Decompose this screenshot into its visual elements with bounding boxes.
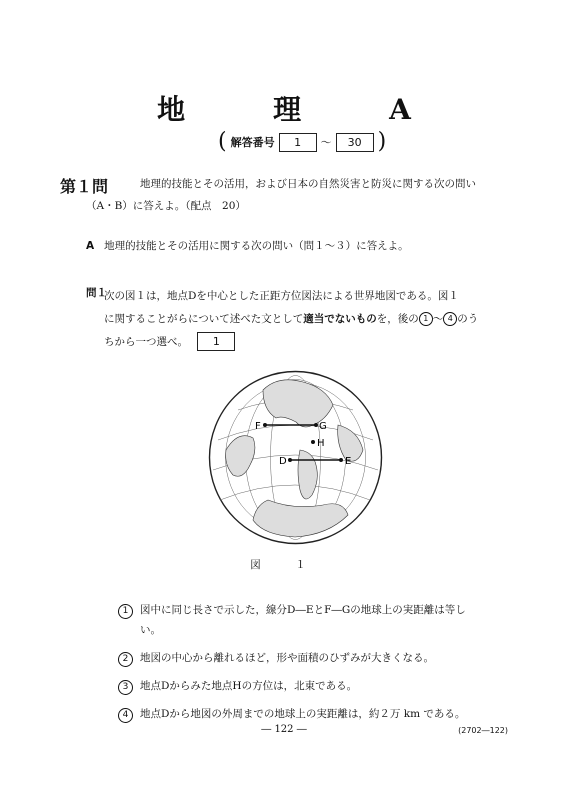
choice-1-text: 図中に同じ長さで示した，線分D―EとF―Gの地球上の実距離は等し [140,604,466,616]
choices-list [118,600,518,732]
question-number: 第１問 [60,177,109,196]
answer-range-start: 1 [279,133,317,152]
answer-range-sep: ～ [320,136,332,149]
figure-caption: 図 １ [250,559,318,571]
answer-range [218,131,386,153]
choice-3 [118,676,518,696]
page-code: (2702―122) [458,726,508,735]
line3-text: ちから一つ選べ。 [104,336,188,348]
line2-post: を，後の [376,313,419,325]
choice-2 [118,648,518,668]
circled-4: 4 [443,312,457,326]
choice-4-number: 4 [118,708,133,723]
answer-range-label: 解答番号 [230,136,275,149]
page-number: ― 122 ― [261,724,307,735]
question-intro-line1: 地理的技能とその活用，および日本の自然災害と防災に関する次の問い [140,178,476,190]
choice-2-number: 2 [118,652,133,667]
line2-emphasis: 適当でないもの [303,313,377,325]
choice-4-text: 地点Dから地図の外周までの地球上の実距離は，約２万 km である。 [140,708,466,720]
line2-tilde: ～ [432,313,444,325]
point-H-label: H [317,438,325,449]
answer-range-end: 30 [336,133,374,152]
choice-4 [118,704,518,724]
section-a-label: A [86,240,95,252]
subquestion-label: 問１ [86,287,107,299]
section-a-text: 地理的技能とその活用に関する次の問い（問１～３）に答えよ。 [104,240,409,252]
page-title: 地 理 A [157,93,441,126]
point-G-label: G [319,421,327,432]
line2-tail: のう [457,313,479,325]
choice-3-number: 3 [118,680,133,695]
right-paren: ) [377,129,387,154]
choice-3-text: 地点Dからみた地点Hの方位は，北東である。 [140,680,358,692]
question-intro-line2: （A・B）に答えよ。（配点 20） [86,200,246,212]
answer-box: 1 [197,332,235,351]
point-D-label: D [279,456,287,467]
point-F-label: F [255,421,261,432]
line2-pre: に関することがらについて述べた文として [104,313,304,325]
azimuthal-map-figure [208,370,383,545]
subquestion-line1: 次の図１は，地点Dを中心とした正距方位図法による世界地図である。図１ [104,290,459,302]
azimuthal-map [208,370,383,545]
left-paren: ( [218,129,227,154]
point-E-label: E [345,456,352,467]
circled-1: 1 [419,312,433,326]
subquestion-line3 [104,331,512,354]
subquestion-line2 [104,308,512,331]
subquestion-body [104,285,512,354]
choice-2-text: 地図の中心から離れるほど，形や面積のひずみが大きくなる。 [140,652,434,664]
choice-1-number: 1 [118,604,133,619]
section-a [86,238,409,253]
choice-1-text2: い。 [140,624,161,636]
choice-1 [118,600,518,640]
